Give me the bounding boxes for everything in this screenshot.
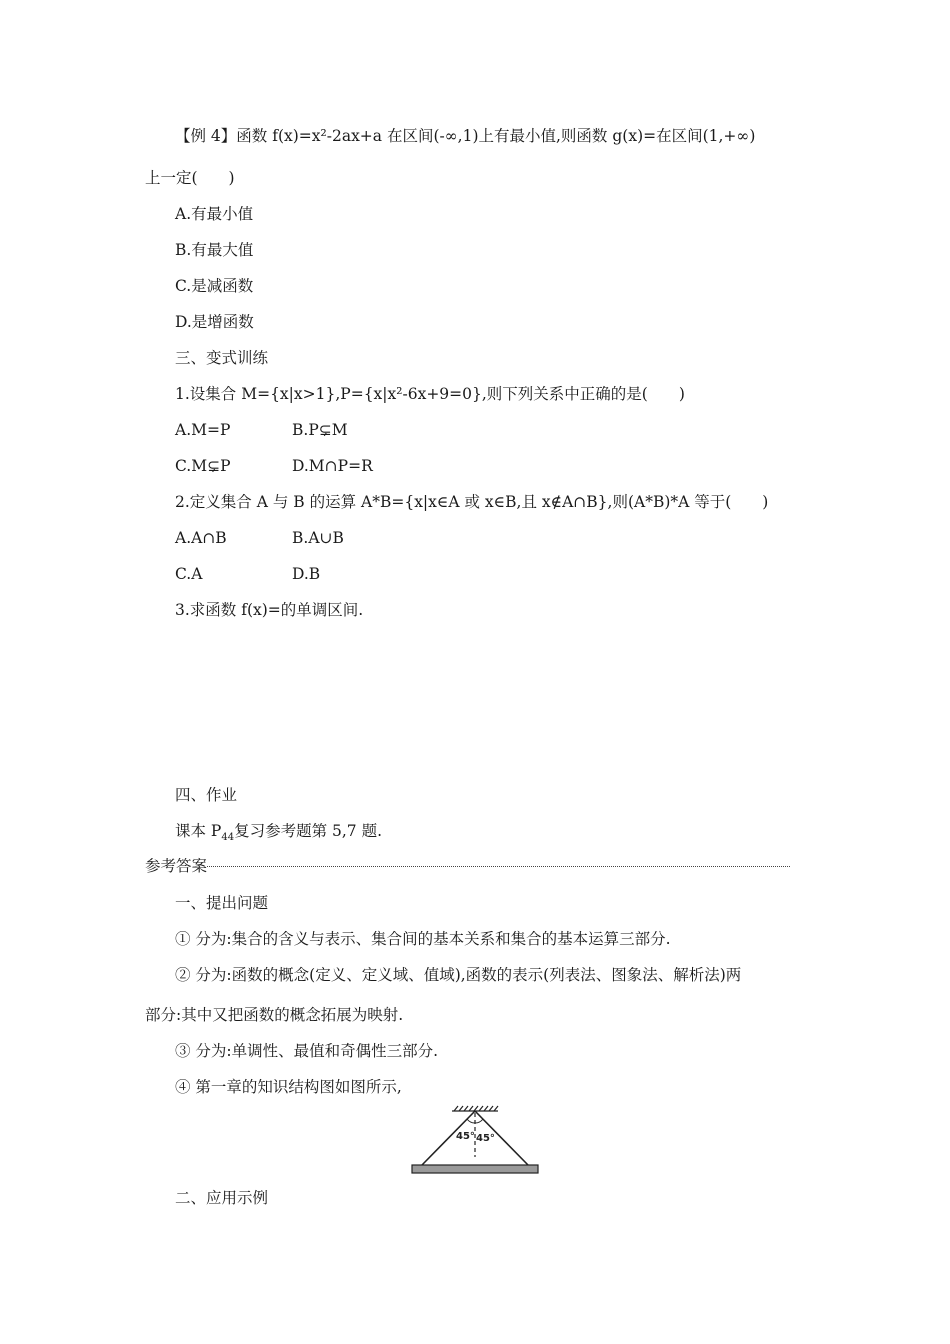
example4-option-c: C.是减函数 [175, 277, 254, 295]
homework-suffix: 复习参考题第 5,7 题. [234, 822, 383, 840]
q2-stem: 2.定义集合 A 与 B 的运算 A*B={x|x∈A 或 x∈B,且 x∉A∩B},则(A*B)*A 等于( ) [175, 493, 769, 511]
answer-2-line2: 部分:其中又把函数的概念拓展为映射. [145, 1006, 404, 1024]
answer-2-line1: ② 分为:函数的概念(定义、定义域、值域),函数的表示(列表法、图象法、解析法)两 [175, 966, 742, 984]
section3-heading: 三、变式训练 [175, 349, 269, 367]
example4-stem-line1: 【例 4】函数 f(x)=x²-2ax+a 在区间(-∞,1)上有最小值,则函数 g(x)=在区间(1,+∞) [175, 127, 756, 145]
section4-heading: 四、作业 [175, 786, 238, 804]
q2-option-d: D.B [292, 565, 321, 583]
angle-label-left: 45° [456, 1131, 475, 1142]
base-bar [412, 1165, 538, 1173]
q2-option-b: B.A∪B [292, 529, 344, 547]
q1-option-d: D.M∩P=R [292, 457, 373, 475]
answers-dotted-rule [207, 866, 790, 867]
homework-prefix: 课本 P [175, 822, 222, 840]
angle-label-right: 45° [476, 1133, 495, 1144]
q3-stem: 3.求函数 f(x)=的单调区间. [175, 601, 364, 619]
homework-text [175, 821, 383, 844]
answers-part1-heading: 一、提出问题 [175, 894, 269, 912]
answer-1: ① 分为:集合的含义与表示、集合间的基本关系和集合的基本运算三部分. [175, 930, 671, 948]
homework-page-subscript: 44 [221, 832, 235, 844]
knowledge-structure-figure [410, 1105, 540, 1177]
answers-part2-heading: 二、应用示例 [175, 1189, 269, 1207]
example4-option-d: D.是增函数 [175, 313, 254, 331]
example4-option-b: B.有最大值 [175, 241, 254, 259]
q1-option-b: B.P⊊M [292, 421, 348, 439]
answers-label: 参考答案 [145, 857, 208, 875]
answer-3: ③ 分为:单调性、最值和奇偶性三部分. [175, 1042, 439, 1060]
q1-option-c: C.M⊊P [175, 457, 231, 475]
q1-option-a: A.M=P [175, 421, 231, 439]
q1-stem: 1.设集合 M={x|x>1},P={x|x²-6x+9=0},则下列关系中正确的是( ) [175, 385, 685, 403]
q2-option-a: A.A∩B [175, 529, 227, 547]
example4-stem-line2: 上一定( ) [145, 169, 235, 187]
example4-option-a: A.有最小值 [175, 205, 254, 223]
q2-option-c: C.A [175, 565, 203, 583]
answer-4: ④ 第一章的知识结构图如图所示, [175, 1078, 402, 1096]
ceiling-hatch [452, 1106, 498, 1111]
